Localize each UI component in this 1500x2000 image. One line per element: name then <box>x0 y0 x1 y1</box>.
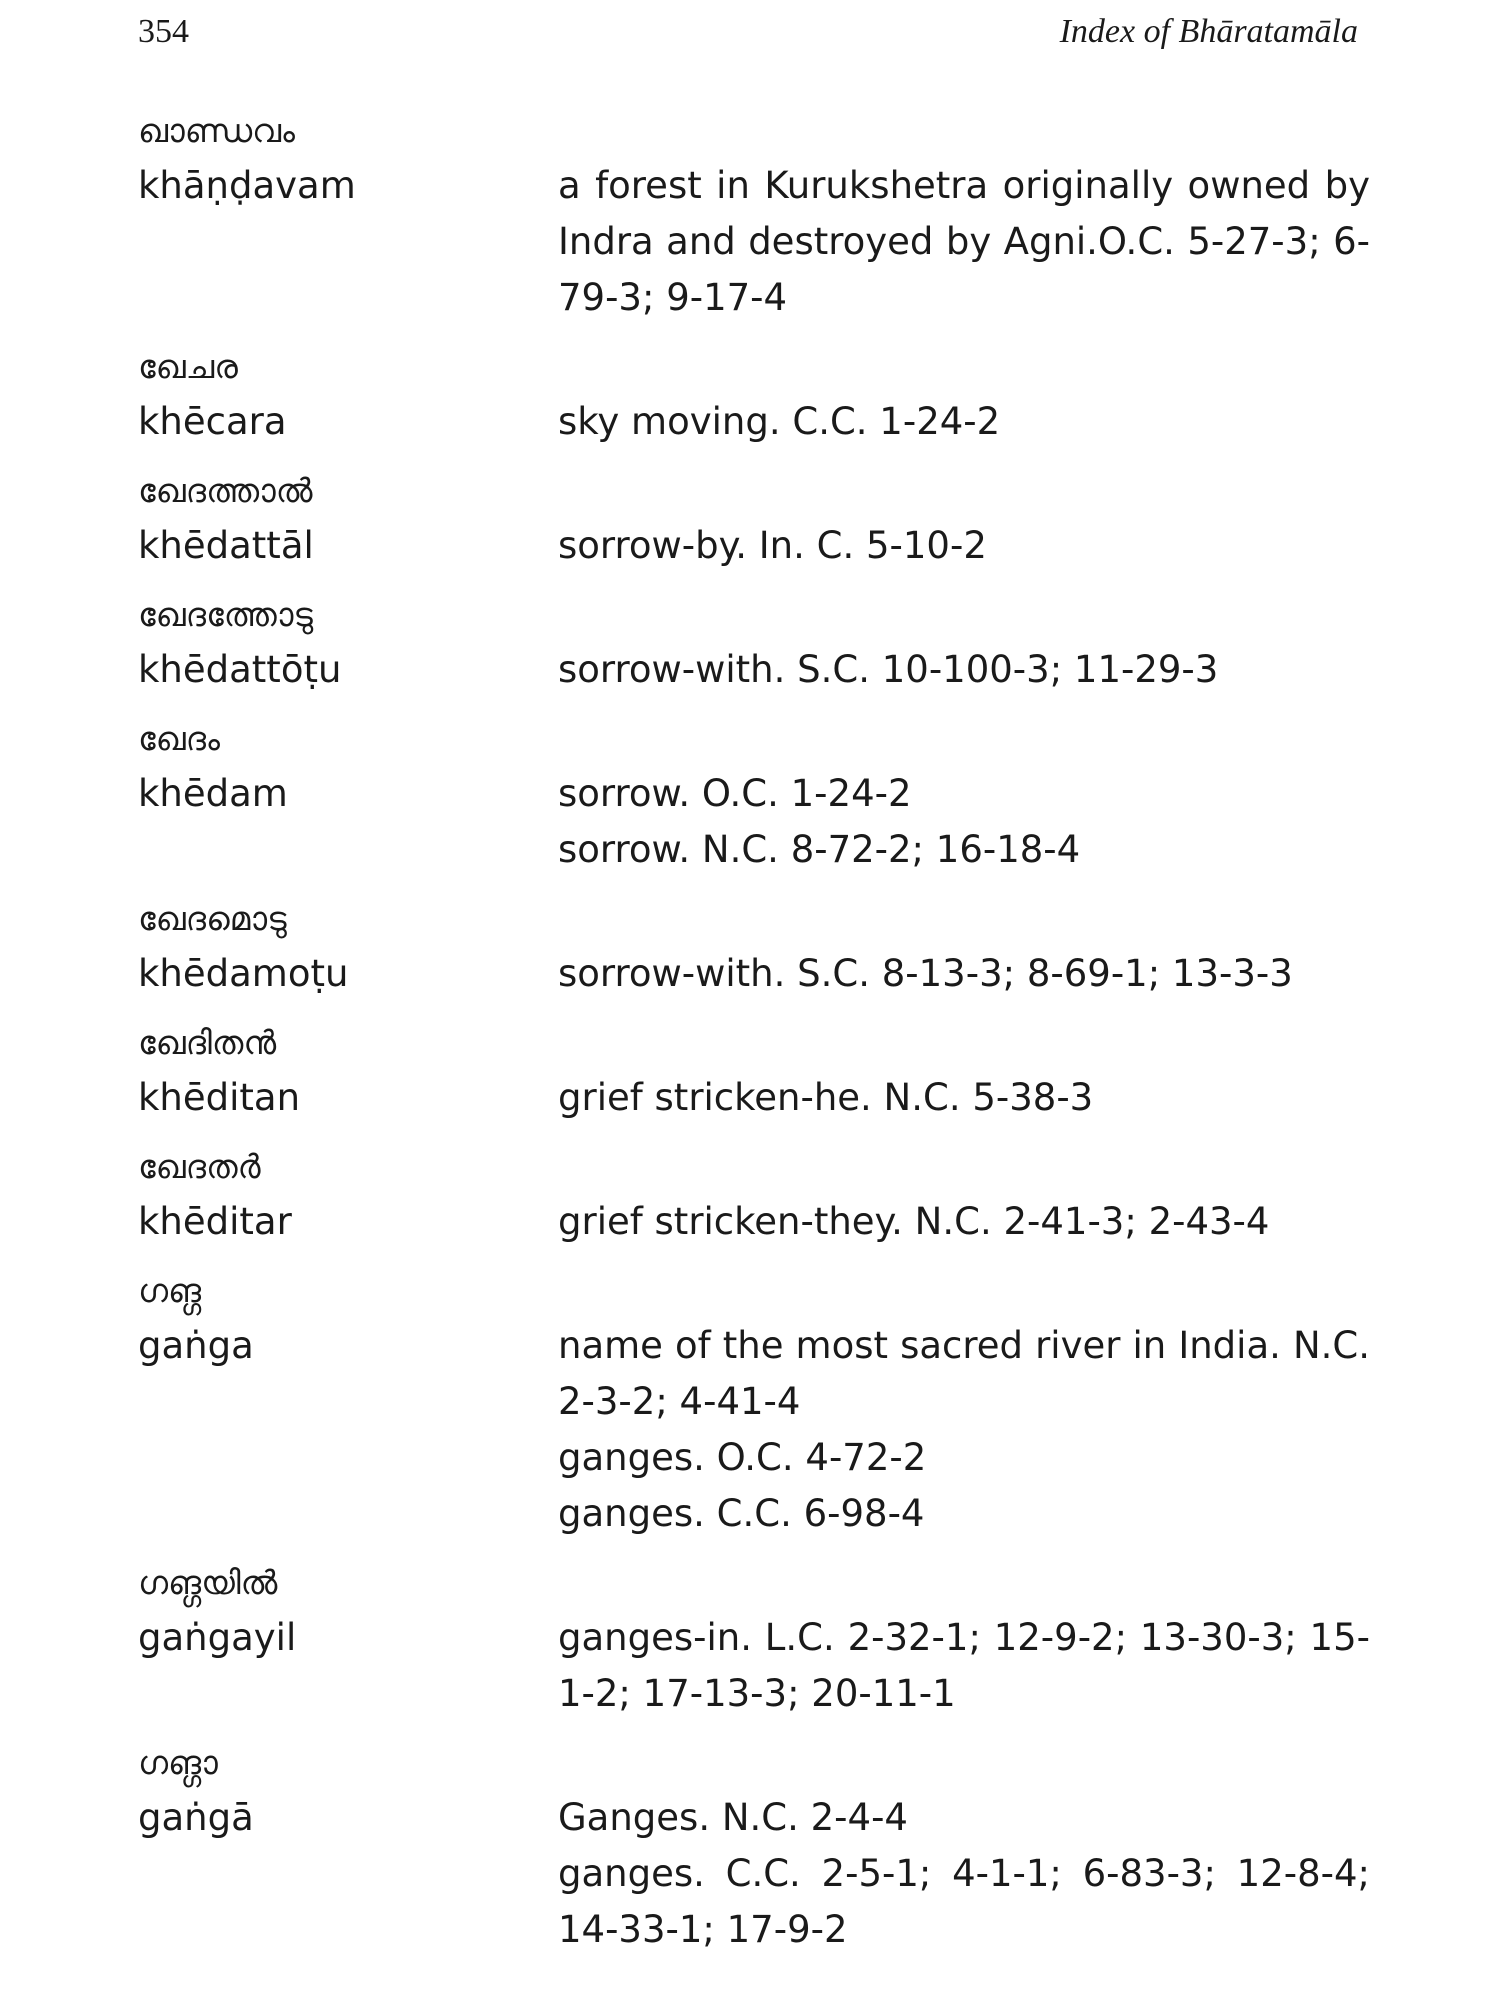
entry-row <box>138 1790 1370 1958</box>
entry-row <box>138 394 1370 450</box>
definition: sorrow. O.C. 1-24-2 <box>558 772 912 815</box>
definitions <box>558 1070 1370 1126</box>
entry-row <box>138 1318 1370 1542</box>
malayalam-headword: ഖേദത്താൽ <box>138 471 313 510</box>
definition: ganges-in. L.C. 2-32-1; 12-9-2; 13-30-3; 15-1-2; 17-13-3; 20-11-1 <box>558 1616 1370 1715</box>
transliteration: khēditan <box>138 1076 301 1119</box>
index-entry <box>138 1264 1370 1542</box>
entry-row <box>138 642 1370 698</box>
definition: sky moving. C.C. 1-24-2 <box>558 400 1001 443</box>
malayalam-headword: ഖേദത്തോടു <box>138 595 313 634</box>
malayalam-headword: ഖാണ്ഡവം <box>138 111 295 150</box>
index-entry <box>138 712 1370 878</box>
definitions <box>558 1318 1370 1542</box>
definition: sorrow-with. S.C. 10-100-3; 11-29-3 <box>558 648 1219 691</box>
running-title: Index of Bhāratamāla <box>1059 13 1358 50</box>
definitions <box>558 1610 1370 1722</box>
transliteration: khēdamoṭu <box>138 952 349 995</box>
transliteration: khēditar <box>138 1200 292 1243</box>
transliteration: khāṇḍavam <box>138 164 356 207</box>
index-entry <box>138 588 1370 698</box>
definitions <box>558 946 1370 1002</box>
malayalam-headword: ഖേദതർ <box>138 1147 261 1186</box>
definitions <box>558 1790 1370 1958</box>
index-entry <box>138 104 1370 326</box>
definitions <box>558 394 1370 450</box>
transliteration: gaṅgayil <box>138 1616 297 1659</box>
definition: grief stricken-they. N.C. 2-41-3; 2-43-4 <box>558 1200 1270 1243</box>
entry-row <box>138 1194 1370 1250</box>
malayalam-headword: ഖേദമൊടു <box>138 899 287 938</box>
definitions <box>558 642 1370 698</box>
definitions <box>558 158 1370 326</box>
entry-row <box>138 518 1370 574</box>
transliteration: khēdam <box>138 772 288 815</box>
transliteration: gaṅga <box>138 1324 254 1367</box>
entry-row <box>138 158 1370 326</box>
malayalam-headword: ഖേദിതൻ <box>138 1023 277 1062</box>
malayalam-headword: ഗങ്ഗയിൽ <box>138 1563 278 1602</box>
definition: sorrow. N.C. 8-72-2; 16-18-4 <box>558 828 1081 871</box>
index-entry <box>138 1736 1370 1958</box>
definitions <box>558 766 1370 878</box>
malayalam-headword: ഗങ്ഗ <box>138 1271 202 1310</box>
index-entry <box>138 340 1370 450</box>
definition: sorrow-with. S.C. 8-13-3; 8-69-1; 13-3-3 <box>558 952 1293 995</box>
entry-row <box>138 946 1370 1002</box>
index-entry <box>138 1140 1370 1250</box>
malayalam-headword: ഗങ്ഗാ <box>138 1743 218 1782</box>
definition: a forest in Kurukshetra originally owned by Indra and destroyed by Agni.O.C. 5-27-3; 6-79-3; 9-17-4 <box>558 164 1370 319</box>
definition: ganges. C.C. 6-98-4 <box>558 1492 925 1535</box>
index-entry <box>138 1016 1370 1126</box>
index-entry <box>138 892 1370 1002</box>
definition: grief stricken-he. N.C. 5-38-3 <box>558 1076 1094 1119</box>
definition: ganges. O.C. 4-72-2 <box>558 1436 927 1479</box>
page-number: 354 <box>138 13 189 50</box>
transliteration: khēdattāl <box>138 524 314 567</box>
entry-row <box>138 1610 1370 1722</box>
definition: Ganges. N.C. 2-4-4 <box>558 1796 908 1839</box>
definition: name of the most sacred river in India. N.C. 2-3-2; 4-41-4 <box>558 1324 1370 1423</box>
index-entry <box>138 1556 1370 1722</box>
transliteration: khēdattōṭu <box>138 648 342 691</box>
entry-row <box>138 1070 1370 1126</box>
malayalam-headword: ഖേദം <box>138 719 220 758</box>
definition: ganges. C.C. 2-5-1; 4-1-1; 6-83-3; 12-8-4; 14-33-1; 17-9-2 <box>558 1852 1370 1951</box>
definition: sorrow-by. In. C. 5-10-2 <box>558 524 987 567</box>
index-entry <box>138 464 1370 574</box>
malayalam-headword: ഖേചര <box>138 347 238 386</box>
definitions <box>558 1194 1370 1250</box>
transliteration: gaṅgā <box>138 1796 254 1839</box>
transliteration: khēcara <box>138 400 287 443</box>
index-entries <box>138 104 1370 1972</box>
definitions <box>558 518 1370 574</box>
entry-row <box>138 766 1370 878</box>
running-head <box>138 6 1358 58</box>
